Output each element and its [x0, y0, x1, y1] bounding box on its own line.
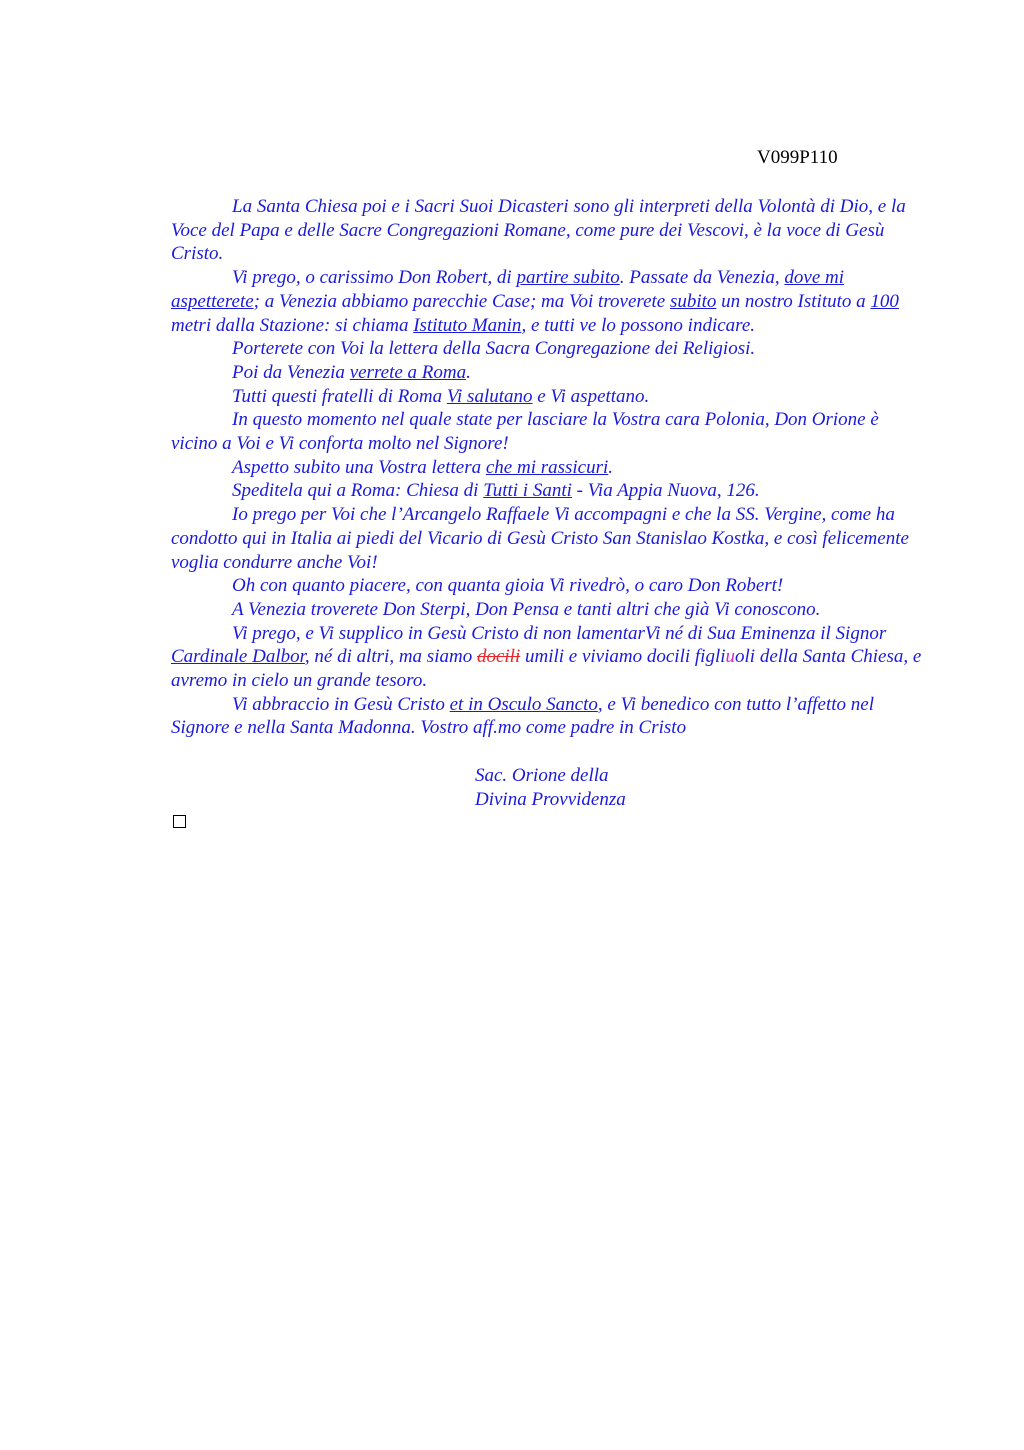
underlined-phrase: et in Osculo Sancto	[449, 693, 598, 715]
text-span: Tutti questi fratelli di Roma	[232, 385, 447, 407]
underlined-phrase: dove mi aspetterete	[171, 267, 845, 312]
letter-body	[171, 195, 926, 740]
text-span: e Vi aspettano.	[532, 385, 650, 407]
text-span: Speditela qui a Roma: Chiesa di	[232, 480, 484, 502]
paragraph-1: La Santa Chiesa poi e i Sacri Suoi Dicasteri sono gli interpreti della Volontà di Dio, e la Voce del Papa e delle Sacre Congregazioni Romane, come pure dei Vescovi, è la voce di Gesù Cristo.	[171, 196, 906, 265]
text-span: oli della Santa Chiesa, e avremo in cielo un grande tesoro.	[171, 646, 922, 692]
text-span: umili e viviamo docili figli	[520, 646, 726, 668]
underlined-phrase: Cardinale Dalbor	[171, 646, 305, 668]
text-span: Vi abbraccio in Gesù Cristo	[232, 693, 450, 715]
paragraph-10: Oh con quanto piacere, con quanta gioia Vi rivedrò, o caro Don Robert!	[232, 575, 784, 597]
text-span: Aspetto subito una Vostra lettera	[232, 456, 486, 478]
paragraph-5	[171, 385, 926, 409]
underlined-phrase: Tutti i Santi	[483, 480, 572, 502]
text-span: Vi prego, e Vi supplico in Gesù Cristo di non lamentarVi né di Sua Eminenza il Signor	[232, 622, 887, 644]
signature-line-2: Divina Provvidenza	[475, 788, 626, 810]
signature-line-1: Sac. Orione della	[475, 765, 609, 786]
text-span: Vi prego, o carissimo Don Robert, di	[232, 267, 517, 289]
page-reference-code: V099P110	[757, 147, 838, 168]
text-span: , né di altri, ma siamo	[304, 646, 477, 668]
deleted-word: docili	[476, 646, 521, 668]
text-span: Poi da Venezia	[232, 361, 350, 383]
text-span: , e tutti ve lo possono indicare.	[521, 314, 756, 336]
paragraph-11: A Venezia troverete Don Sterpi, Don Pensa e tanti altri che già Vi conoscono.	[232, 598, 821, 620]
underlined-phrase: 100	[870, 290, 899, 312]
text-span: ; a Venezia abbiamo parecchie Case; ma Voi troverete	[253, 290, 670, 312]
text-span: .	[608, 456, 614, 478]
text-span: - Via Appia Nuova, 126.	[571, 480, 760, 502]
text-span: metri dalla Stazione: si chiama	[171, 314, 414, 336]
underlined-phrase: Vi salutano	[446, 385, 533, 407]
paragraph-12	[171, 622, 926, 693]
paragraph-4	[171, 361, 926, 385]
paragraph-9: Io prego per Voi che l’Arcangelo Raffaele Vi accompagni e che la SS. Vergine, come ha condotto qui in Italia ai piedi del Vicario di Gesù Cristo San Stanislao Kostka, e così felicemente voglia condurre anche Voi!	[171, 504, 909, 573]
underlined-phrase: Istituto Manin	[413, 314, 522, 336]
inserted-letter: u	[725, 646, 736, 668]
text-span: . Passate da Venezia,	[619, 267, 785, 289]
underlined-phrase: verrete a Roma	[349, 361, 467, 383]
paragraph-3: Porterete con Voi la lettera della Sacra Congregazione dei Religiosi.	[232, 338, 756, 360]
end-of-page-square-icon	[173, 815, 186, 828]
paragraph-6: In questo momento nel quale state per lasciare la Vostra cara Polonia, Don Orione è vicino a Voi e Vi conforta molto nel Signore!	[171, 409, 879, 455]
paragraph-8	[171, 479, 926, 503]
underlined-phrase: partire subito	[516, 267, 620, 289]
text-span: , e Vi benedico con tutto l’affetto nel Signore e nella Santa Madonna. Vostro aff.mo come padre in Cristo	[171, 693, 875, 739]
underlined-phrase: che mi rassicuri	[485, 456, 609, 478]
text-span: un nostro Istituto a	[716, 290, 871, 312]
underlined-phrase: subito	[669, 290, 717, 312]
text-span: .	[466, 361, 471, 383]
paragraph-2	[171, 266, 926, 337]
signature-block	[475, 764, 626, 811]
paragraph-7	[171, 456, 926, 480]
paragraph-13	[171, 693, 926, 740]
